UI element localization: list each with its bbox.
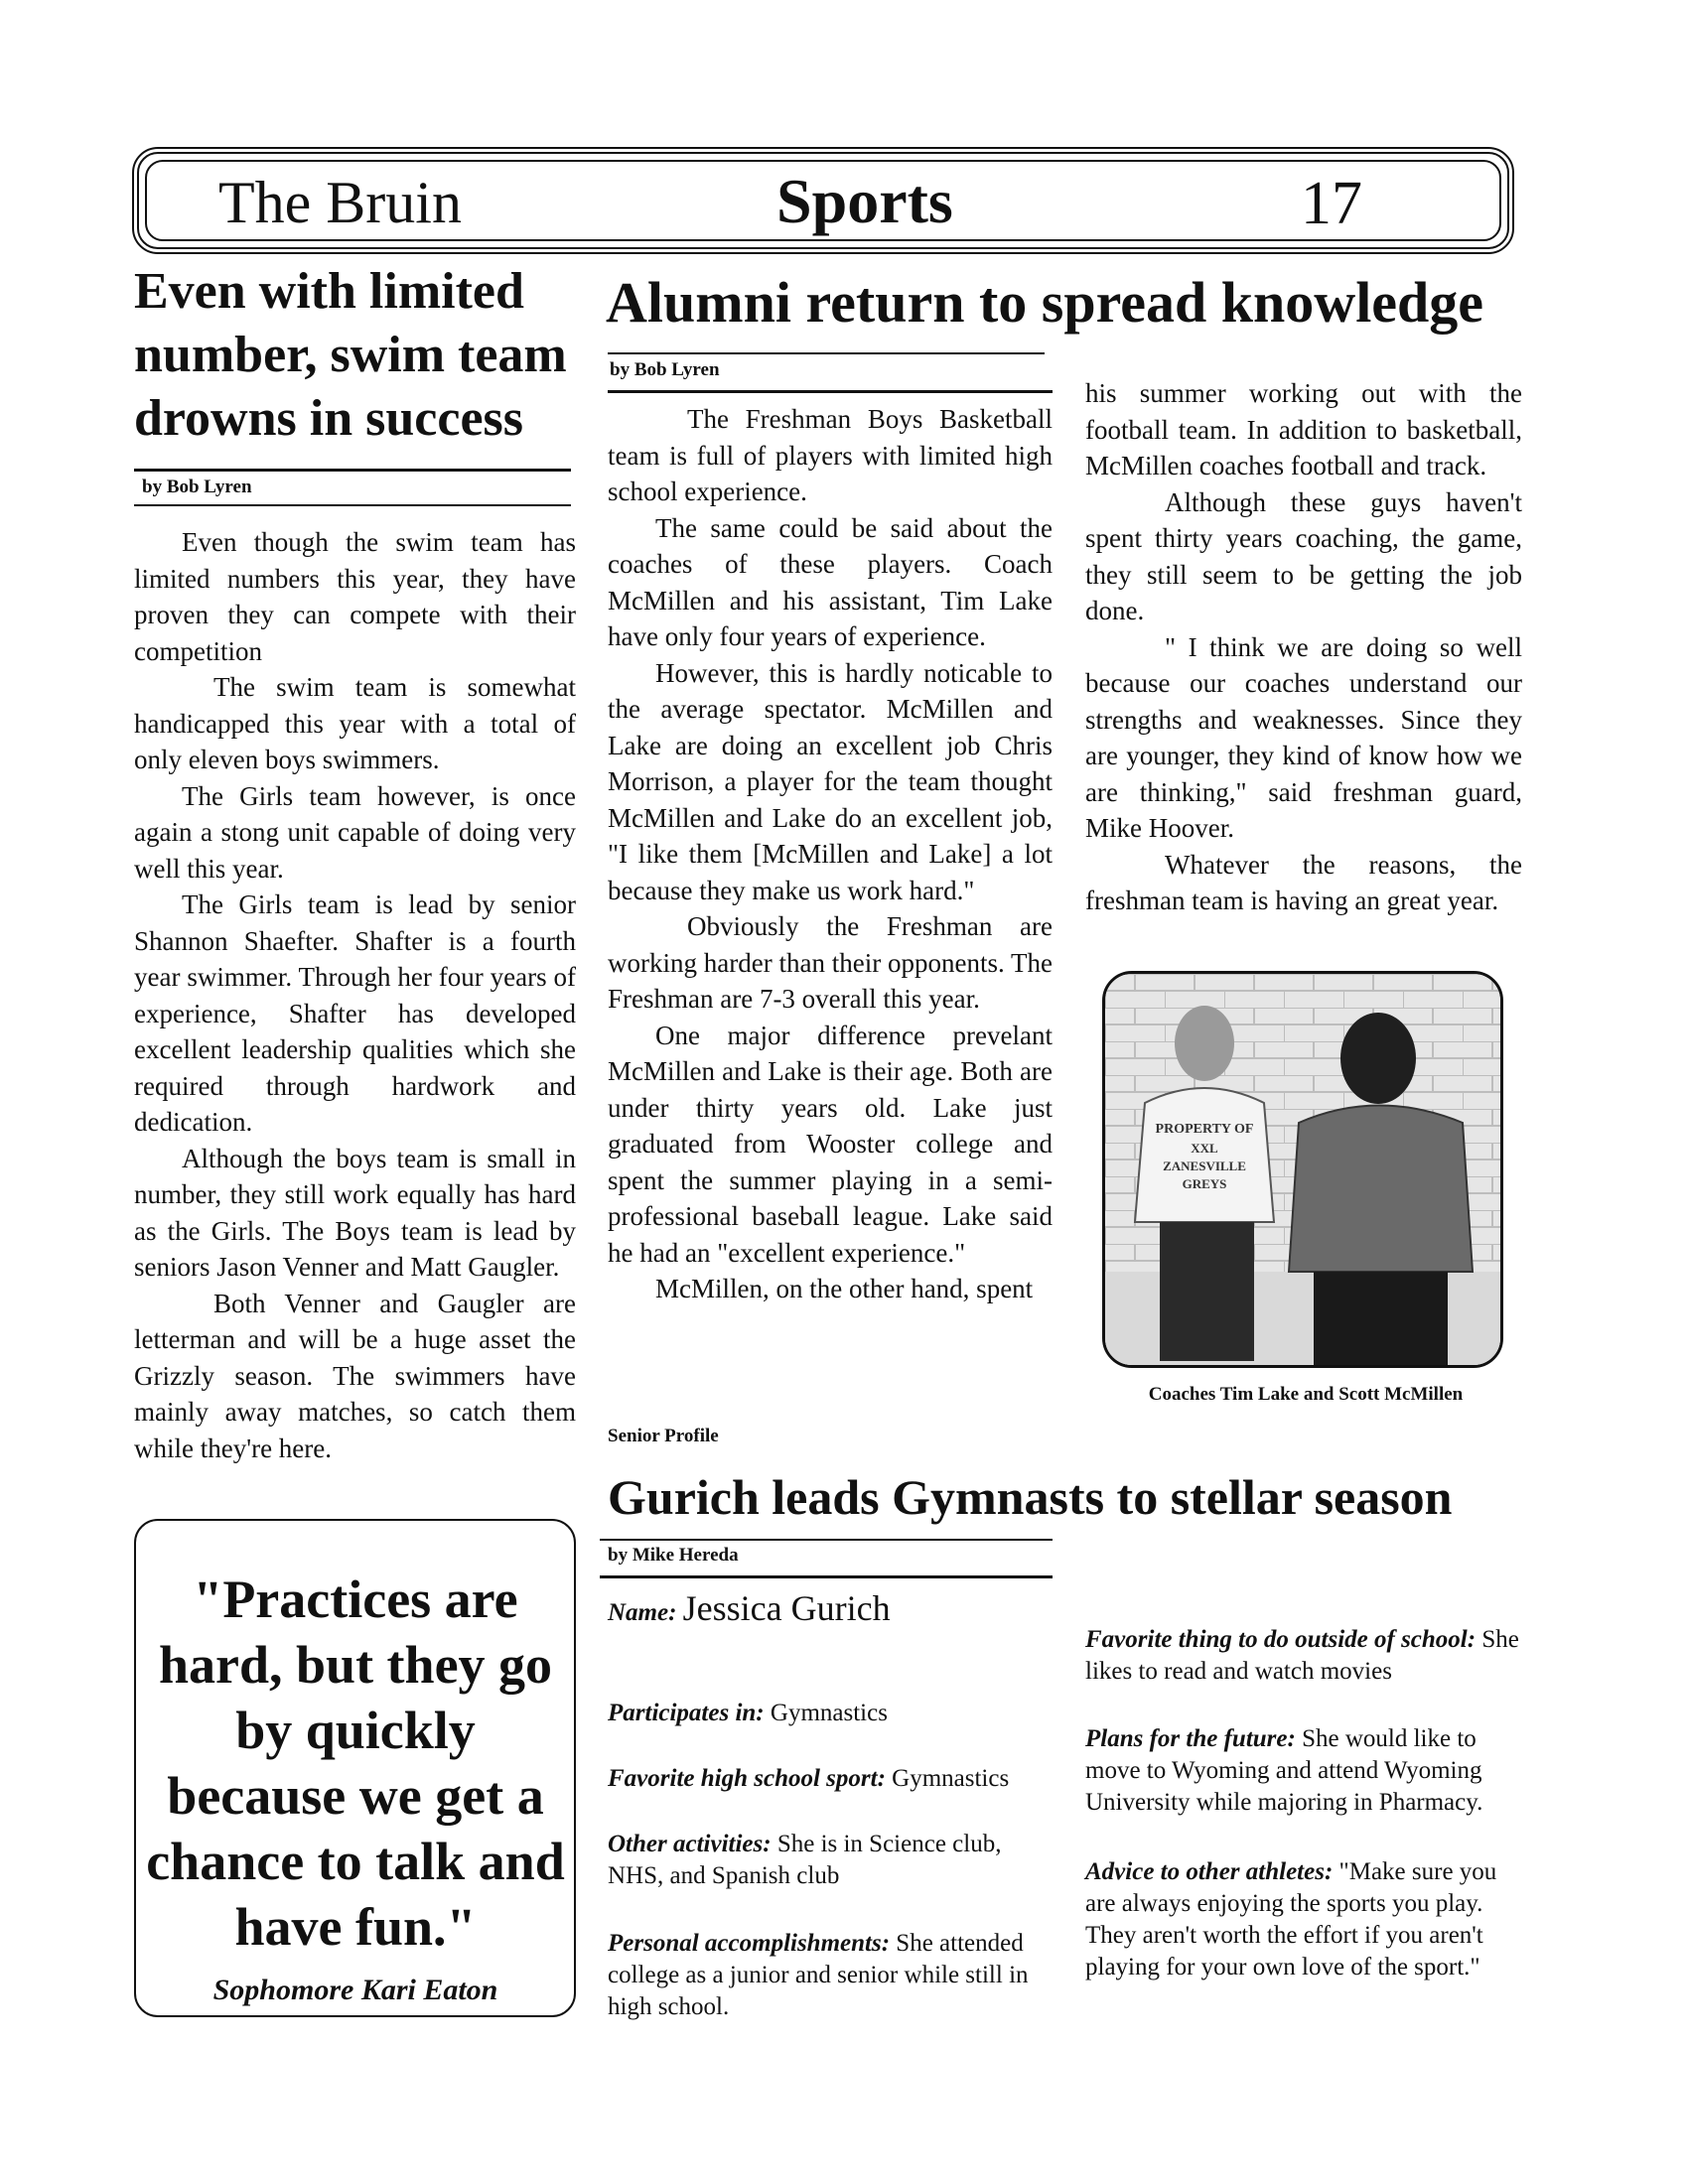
alumni-rule-top	[608, 352, 1045, 354]
swim-paragraph: The swim team is somewhat handicapped this year with a total of only eleven boys swimmers.	[134, 672, 576, 774]
profile-field-accomplishments	[608, 1928, 1055, 2023]
field-label: Favorite high school sport:	[608, 1765, 886, 1792]
alumni-paragraph: However, this is hardly noticable to the average spectator. McMillen and Lake are doing an excellent job Chris Morrison, a player for the team thought McMillen and Lake do an excellent job, "I like them [McMillen and Lake] a lot because they make us work hard."	[608, 657, 1053, 905]
alumni-byline: by Bob Lyren	[610, 359, 720, 380]
field-value: She would like to move to Wyoming and attend Wyoming University while majoring in Pharmacy.	[1085, 1725, 1483, 1816]
section-title: Sports	[776, 166, 953, 236]
profile-field-participates	[608, 1698, 1055, 1729]
alumni-paragraph: Whatever the reasons, the freshman team is having an great year.	[1085, 849, 1522, 915]
alumni-paragraph: Although these guys haven't spent thirty years coaching, the game, they still seem to be getting the job done.	[1085, 486, 1522, 625]
alumni-paragraph: " I think we are doing so well because our coaches understand our strengths and weaknesses. Since they are younger, they kind of know how we are thinking," said freshman guard, Mike Hoover.	[1085, 631, 1522, 843]
shirt-text: XXL	[1191, 1141, 1218, 1156]
gymnast-rule-top	[600, 1539, 1053, 1541]
photo-caption: Coaches Tim Lake and Scott McMillen	[1148, 1384, 1464, 1405]
profile-field-future-plans	[1085, 1723, 1522, 1819]
paper-name: The Bruin	[218, 170, 462, 235]
swim-paragraph: The Girls team is lead by senior Shannon Shaefter. Shafter is a fourth year swimmer. Through her four years of experience, Shafter has developed excellent leadership qualities which she required through hardwork and dedication.	[134, 889, 576, 1137]
swim-byline: by Bob Lyren	[142, 477, 252, 497]
swim-headline: Even with limited number, swim team drowns in success	[134, 263, 567, 447]
alumni-paragraph: McMillen, on the other hand, spent	[655, 1274, 1034, 1303]
alumni-headline: Alumni return to spread knowledge	[606, 270, 1484, 335]
profile-field-favorite-sport	[608, 1763, 1055, 1795]
shirt-text: GREYS	[1182, 1176, 1227, 1191]
alumni-paragraph: Obviously the Freshman are working harder than their opponents. The Freshman are 7-3 overall this year.	[608, 911, 1053, 1014]
alumni-paragraph: The Freshman Boys Basketball team is full of players with limited high school experience.	[608, 404, 1053, 506]
swim-paragraph: Even though the swim team has limited numbers this year, they have proven they can compete with their competition	[134, 527, 576, 666]
gymnast-headline: Gurich leads Gymnasts to stellar season	[608, 1469, 1453, 1525]
alumni-paragraph: The same could be said about the coaches of these players. Coach McMillen and his assistant, Tim Lake have only four years of experience.	[608, 512, 1053, 651]
profile-field-advice	[1085, 1856, 1522, 1983]
shirt-text: ZANESVILLE	[1163, 1159, 1246, 1173]
swim-paragraph: Although the boys team is small in number, they still work equally has hard as the Girls. The Boys team is lead by seniors Jason Venner and Matt Gaugler.	[134, 1143, 576, 1282]
swim-rule-top	[134, 469, 571, 472]
coaches-photo	[1102, 971, 1503, 1368]
field-label: Personal accomplishments:	[608, 1930, 891, 1957]
coaches-photo-image	[1105, 974, 1500, 1365]
profile-field-other-activities	[608, 1829, 1055, 1892]
field-label: Name:	[608, 1599, 677, 1626]
alumni-rule-bottom	[608, 390, 1053, 393]
field-label: Other activities:	[608, 1831, 772, 1857]
field-value: Gymnastics	[770, 1700, 888, 1726]
field-label: Favorite thing to do outside of school:	[1085, 1626, 1477, 1653]
alumni-column-2	[1085, 375, 1522, 919]
pull-quote-text: "Practices are hard, but they go by quickly because we get a chance to talk and have fun."	[146, 1570, 565, 1957]
field-value: She likes to read and watch movies	[1085, 1626, 1519, 1685]
profile-field-outside-school	[1085, 1624, 1522, 1688]
field-label: Participates in:	[608, 1700, 765, 1726]
field-value: "Make sure you are always enjoying the sports you play. They aren't worth the effort if you aren't playing for your own love of the sport."	[1085, 1858, 1497, 1980]
page-number: 17	[1301, 170, 1362, 237]
swim-body	[134, 524, 576, 1466]
gymnast-rule-bottom	[600, 1575, 1053, 1578]
profile-field-name	[608, 1588, 1055, 1629]
alumni-paragraph: One major difference prevelant McMillen and Lake is their age. Both are under thirty years old. Lake just graduated from Wooster college and spent the summer playing in a semi-professional baseball league. Lake said he had an "excellent experience."	[608, 1020, 1053, 1268]
field-label: Plans for the future:	[1085, 1725, 1296, 1752]
shirt-text: PROPERTY OF	[1155, 1122, 1254, 1137]
field-value: She attended college as a junior and senior while still in high school.	[608, 1930, 1029, 2020]
field-value: Jessica Gurich	[682, 1588, 891, 1628]
field-value: She is in Science club, NHS, and Spanish club	[608, 1831, 1002, 1889]
swim-paragraph: Both Venner and Gaugler are letterman and will be a huge asset the Grizzly season. The swimmers have mainly away matches, so catch them while they're here.	[134, 1288, 576, 1463]
swim-rule-bottom	[134, 504, 571, 506]
alumni-column-1	[608, 401, 1053, 1307]
field-value: Gymnastics	[892, 1765, 1010, 1792]
senior-profile-kicker: Senior Profile	[608, 1426, 719, 1446]
gymnast-byline: by Mike Hereda	[608, 1545, 739, 1566]
alumni-paragraph: his summer working out with the football team. In addition to basketball, McMillen coaches football and track.	[1085, 378, 1522, 480]
pull-quote-attribution: Sophomore Kari Eaton	[212, 1974, 498, 2006]
field-label: Advice to other athletes:	[1085, 1858, 1334, 1885]
swim-paragraph: The Girls team however, is once again a stong unit capable of doing very well this year.	[134, 780, 576, 884]
